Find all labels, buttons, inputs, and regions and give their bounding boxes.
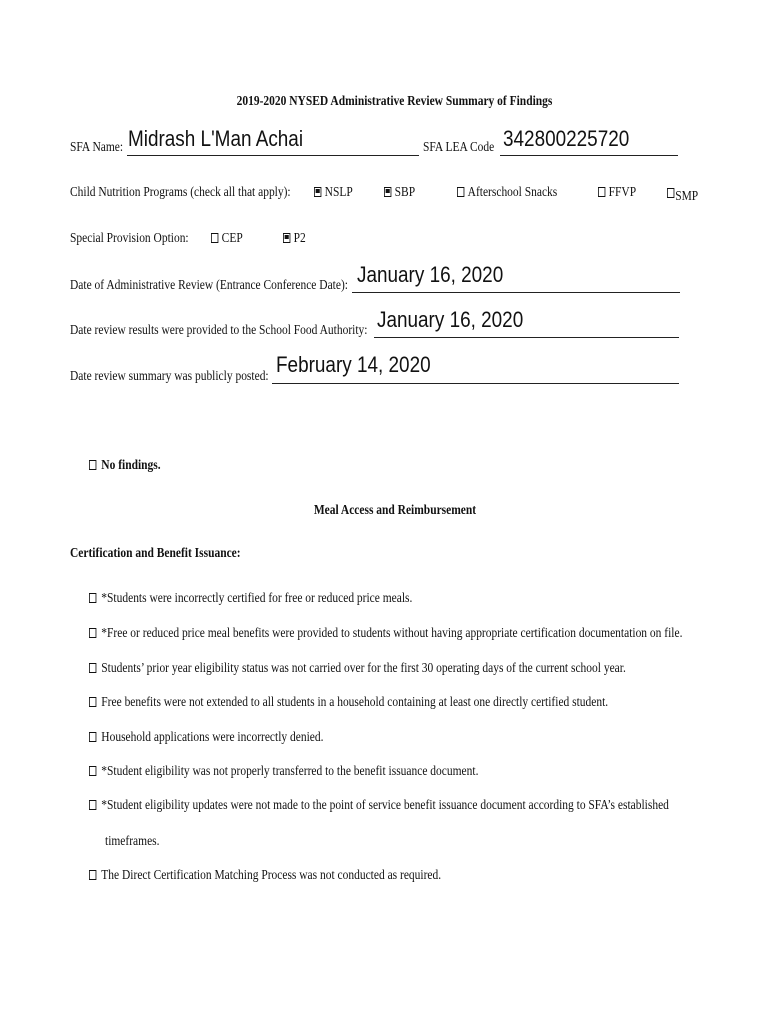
afterschool-snacks-checkbox[interactable] bbox=[457, 187, 464, 197]
ffvp-checkbox[interactable] bbox=[598, 187, 605, 197]
review-date-line bbox=[352, 292, 680, 293]
review-date-label: Date of Administrative Review (Entrance Conference Date): bbox=[70, 278, 348, 293]
finding-item-continuation: timeframes. bbox=[105, 834, 160, 849]
finding-item[interactable]: *Student eligibility was not properly transferred to the benefit issuance document. bbox=[89, 764, 564, 780]
finding-item[interactable]: Free benefits were not extended to all students in a household containing at least one directly certified student. bbox=[89, 695, 722, 711]
finding-item[interactable]: *Students were incorrectly certified for free or reduced price meals. bbox=[89, 591, 483, 607]
review-date-value: January 16, 2020 bbox=[357, 262, 504, 287]
results-date-label: Date review results were provided to the School Food Authority: bbox=[70, 323, 368, 338]
posted-date-label: Date review summary was publicly posted: bbox=[70, 369, 269, 384]
cep-checkbox[interactable] bbox=[211, 233, 218, 243]
results-date-value: January 16, 2020 bbox=[377, 307, 524, 332]
no-findings-checkbox[interactable] bbox=[89, 460, 96, 470]
programs-label: Child Nutrition Programs (check all that apply): bbox=[70, 185, 291, 200]
sbp-checkbox[interactable] bbox=[384, 187, 391, 197]
finding-checkbox[interactable] bbox=[89, 800, 96, 810]
program-smp[interactable]: SMP bbox=[667, 186, 705, 202]
sfa-name-line bbox=[127, 155, 419, 156]
no-findings[interactable]: No findings. bbox=[89, 458, 176, 474]
program-sbp[interactable]: SBP bbox=[384, 185, 422, 201]
sfa-name-label: SFA Name: bbox=[70, 140, 124, 155]
finding-item[interactable]: Household applications were incorrectly denied. bbox=[89, 730, 375, 746]
sfa-name-value: Midrash L'Man Achai bbox=[128, 126, 304, 151]
program-afterschool-snacks[interactable]: Afterschool Snacks bbox=[457, 185, 579, 201]
document-title: 2019-2020 NYSED Administrative Review Summary of Findings bbox=[237, 94, 553, 109]
finding-checkbox[interactable] bbox=[89, 593, 96, 603]
finding-checkbox[interactable] bbox=[89, 870, 96, 880]
finding-checkbox[interactable] bbox=[89, 766, 96, 776]
finding-item[interactable]: *Student eligibility updates were not made to the point of service benefit issuance document according to SFA’s established bbox=[89, 798, 770, 814]
program-ffvp[interactable]: FFVP bbox=[598, 185, 644, 201]
finding-checkbox[interactable] bbox=[89, 697, 96, 707]
posted-date-value: February 14, 2020 bbox=[276, 352, 431, 377]
finding-checkbox[interactable] bbox=[89, 732, 96, 742]
special-provision-label: Special Provision Option: bbox=[70, 231, 189, 246]
provision-p2[interactable]: P2 bbox=[283, 231, 311, 247]
sfa-lea-value: 342800225720 bbox=[503, 126, 630, 151]
section-heading: Meal Access and Reimbursement bbox=[313, 503, 477, 518]
nslp-checkbox[interactable] bbox=[314, 187, 321, 197]
finding-checkbox[interactable] bbox=[89, 663, 96, 673]
finding-item[interactable]: The Direct Certification Matching Process was not conducted as required. bbox=[89, 868, 518, 884]
sfa-lea-line bbox=[500, 155, 678, 156]
finding-checkbox[interactable] bbox=[89, 628, 96, 638]
sfa-lea-label: SFA LEA Code bbox=[423, 140, 495, 155]
p2-checkbox[interactable] bbox=[283, 233, 290, 243]
provision-cep[interactable]: CEP bbox=[211, 231, 250, 247]
finding-item[interactable]: *Free or reduced price meal benefits were provided to students without having appropriate certification documentation on file. bbox=[89, 626, 770, 642]
subsection-heading: Certification and Benefit Issuance: bbox=[70, 546, 241, 561]
posted-date-line bbox=[272, 383, 679, 384]
finding-item[interactable]: Students’ prior year eligibility status was not carried over for the first 30 operating days of the current school year. bbox=[89, 661, 744, 677]
results-date-line bbox=[374, 337, 679, 338]
program-nslp[interactable]: NSLP bbox=[314, 185, 361, 201]
smp-checkbox[interactable] bbox=[667, 188, 674, 198]
